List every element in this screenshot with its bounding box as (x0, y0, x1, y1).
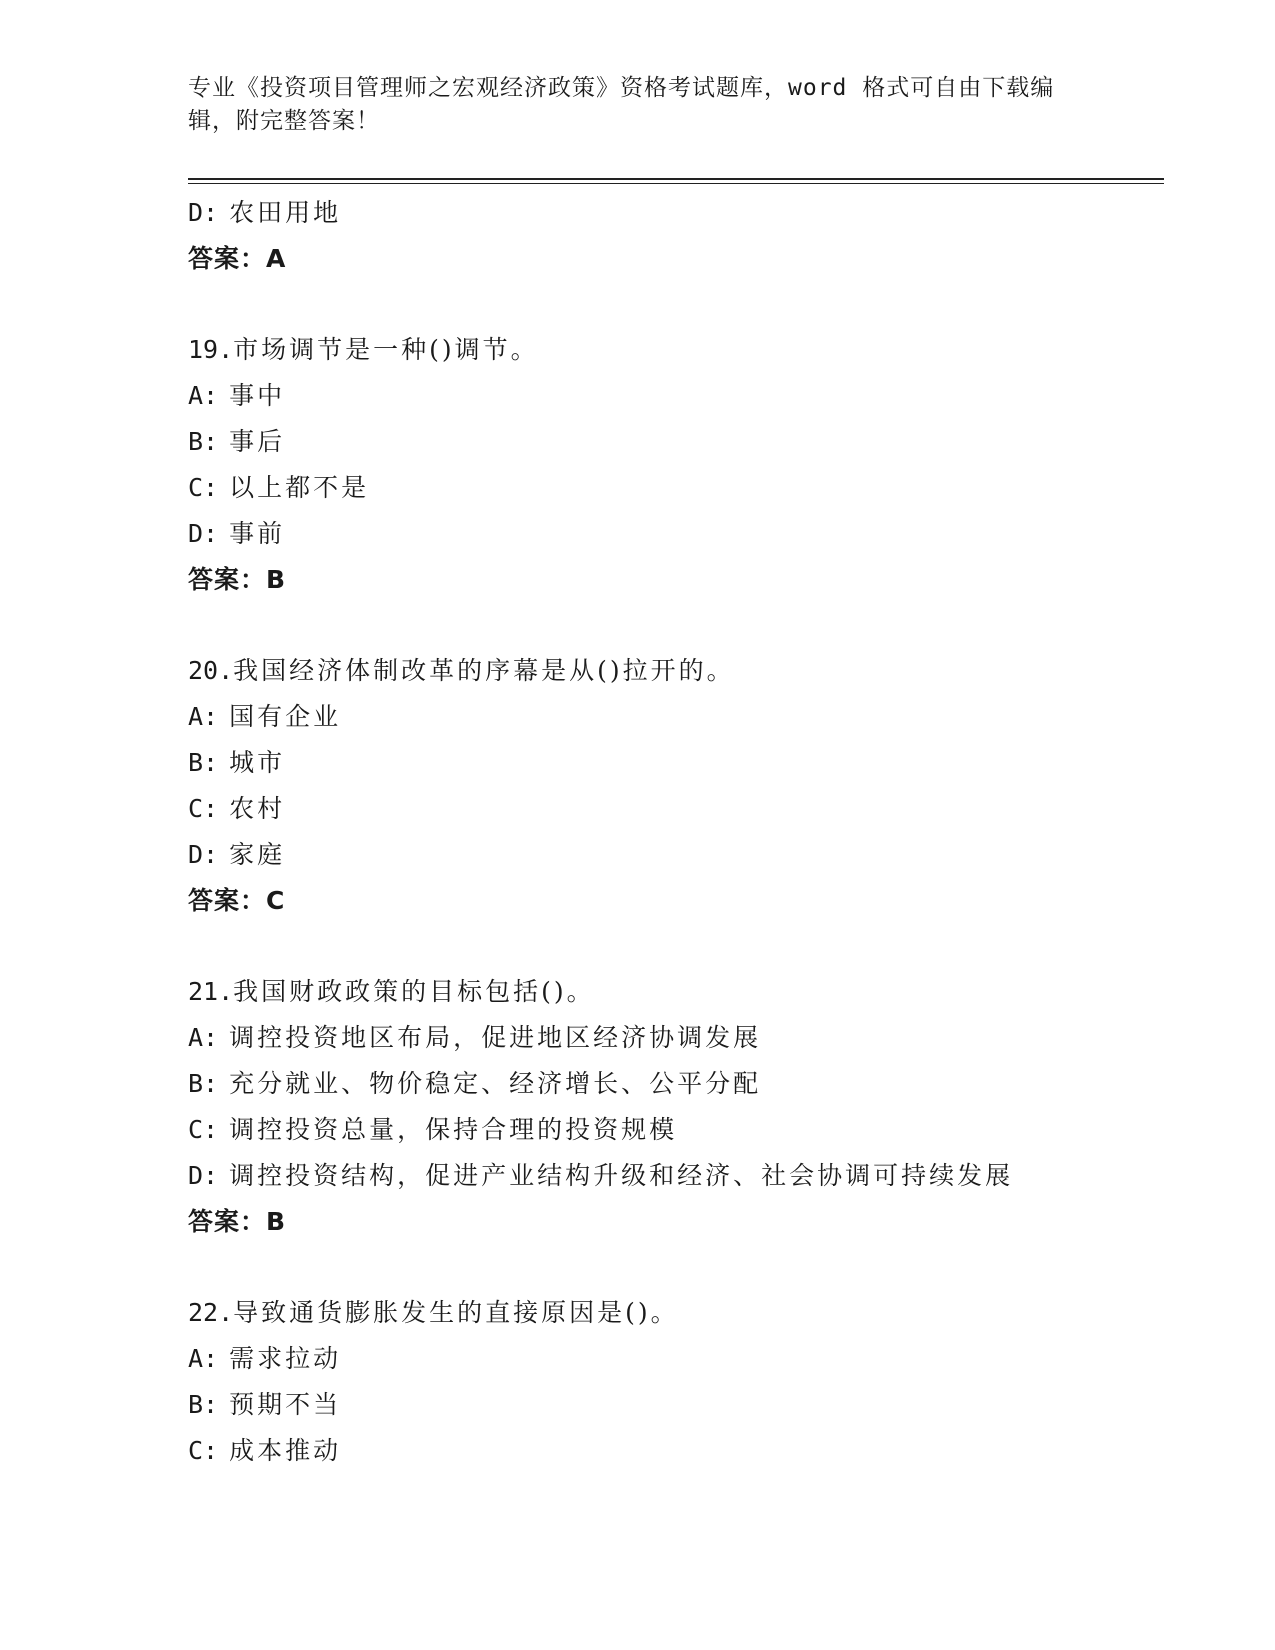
option-text: 农田用地 (229, 198, 342, 227)
question-stem (188, 648, 1168, 694)
option-label: C: (188, 794, 219, 823)
option-text: 事后 (229, 427, 286, 456)
option-label: B: (188, 748, 219, 777)
question-stem (188, 327, 1168, 373)
option-label: B: (188, 427, 219, 456)
question-stem (188, 1290, 1168, 1336)
option-label: C: (188, 1115, 219, 1144)
question-21 (188, 969, 1168, 1245)
option-label: D: (188, 840, 219, 869)
option-label: A: (188, 702, 219, 731)
option-label: B: (188, 1390, 219, 1419)
option-b (188, 740, 1168, 786)
option-text: 家庭 (229, 840, 286, 869)
option-text: 充分就业、物价稳定、经济增长、公平分配 (229, 1069, 762, 1098)
document-header (188, 72, 1073, 138)
option-label: A: (188, 381, 219, 410)
option-b (188, 419, 1168, 465)
option-text: 事中 (229, 381, 286, 410)
option-text: 调控投资结构，促进产业结构升级和经济、社会协调可持续发展 (229, 1161, 1014, 1190)
option-text: 国有企业 (229, 702, 342, 731)
answer-line: 答案：C (188, 886, 286, 915)
question-19 (188, 327, 1168, 603)
option-text: 预期不当 (229, 1390, 342, 1419)
question-number: 20. (188, 656, 234, 685)
option-label: B: (188, 1069, 219, 1098)
option-text: 以上都不是 (229, 473, 370, 502)
question-number: 21. (188, 977, 234, 1006)
option-c (188, 786, 1168, 832)
question-number: 19. (188, 335, 234, 364)
option-text: 调控投资地区布局，促进地区经济协调发展 (229, 1023, 762, 1052)
option-c (188, 1107, 1168, 1153)
question-22 (188, 1290, 1168, 1474)
option-a (188, 373, 1168, 419)
option-c (188, 1428, 1168, 1474)
option-label: A: (188, 1023, 219, 1052)
option-a (188, 1015, 1168, 1061)
option-d (188, 511, 1168, 557)
question-text: 我国经济体制改革的序幕是从()拉开的。 (233, 656, 735, 685)
option-label: C: (188, 473, 219, 502)
option-b (188, 1382, 1168, 1428)
header-line-2: 辑，附完整答案！ (188, 108, 380, 134)
option-c (188, 465, 1168, 511)
question-stem (188, 969, 1168, 1015)
option-a (188, 694, 1168, 740)
option-d (188, 1153, 1168, 1199)
option-text: 成本推动 (229, 1436, 342, 1465)
answer-line: 答案：A (188, 244, 287, 273)
question-list (188, 190, 1168, 1474)
header-line-1: 专业《投资项目管理师之宏观经济政策》资格考试题库，word 格式可自由下载编 (188, 75, 1055, 101)
option-text: 需求拉动 (229, 1344, 342, 1373)
option-d (188, 190, 1168, 236)
question-text: 市场调节是一种()调节。 (233, 335, 539, 364)
option-label: D: (188, 519, 219, 548)
header-divider-thick (188, 178, 1164, 180)
option-label: D: (188, 1161, 219, 1190)
option-text: 调控投资总量，保持合理的投资规模 (229, 1115, 678, 1144)
option-label: A: (188, 1344, 219, 1373)
option-b (188, 1061, 1168, 1107)
option-label: D: (188, 198, 219, 227)
option-d (188, 832, 1168, 878)
question-number: 22. (188, 1298, 234, 1327)
option-text: 农村 (229, 794, 286, 823)
option-text: 城市 (229, 748, 286, 777)
question-text: 导致通货膨胀发生的直接原因是()。 (233, 1298, 679, 1327)
question-20 (188, 648, 1168, 924)
option-label: C: (188, 1436, 219, 1465)
question-text: 我国财政政策的目标包括()。 (233, 977, 595, 1006)
header-divider-thin (188, 183, 1164, 184)
answer-line: 答案：B (188, 565, 287, 594)
option-text: 事前 (229, 519, 286, 548)
answer-line: 答案：B (188, 1207, 287, 1236)
option-a (188, 1336, 1168, 1382)
